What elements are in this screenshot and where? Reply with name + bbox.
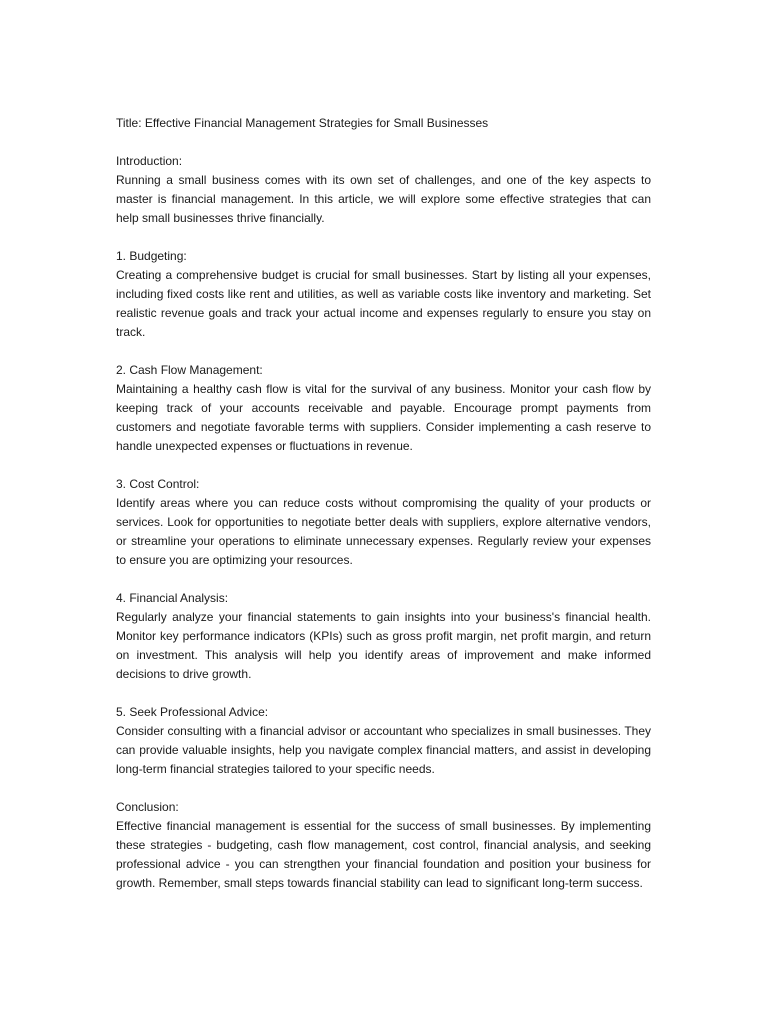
section-financial-analysis (116, 589, 651, 684)
section-body: Effective financial management is essential for the success of small businesses. By implementing these strategies - budgeting, cash flow management, cost control, financial analysis, and seeking professional advice - you can strengthen your financial foundation and position your business for growth. Remember, small steps towards financial stability can lead to significant long-term success. (116, 819, 651, 890)
section-body: Identify areas where you can reduce costs without compromising the quality of your products or services. Look for opportunities to negotiate better deals with suppliers, explore alternative vendors, or streamline your operations to eliminate unnecessary expenses. Regularly review your expenses to ensure you are optimizing your resources. (116, 496, 651, 567)
section-body: Maintaining a healthy cash flow is vital for the survival of any business. Monitor your cash flow by keeping track of your accounts receivable and payable. Encourage prompt payments from customers and negotiate favorable terms with suppliers. Consider implementing a cash reserve to handle unexpected expenses or fluctuations in revenue. (116, 382, 651, 453)
section-heading: 5. Seek Professional Advice: (116, 705, 269, 719)
section-heading: Conclusion: (116, 800, 179, 814)
section-heading: 2. Cash Flow Management: (116, 363, 263, 377)
section-budgeting (116, 247, 651, 342)
section-heading: Introduction: (116, 154, 183, 168)
section-heading: 4. Financial Analysis: (116, 591, 229, 605)
section-body: Running a small business comes with its own set of challenges, and one of the key aspects to master is financial management. In this article, we will explore some effective strategies that can help small businesses thrive financially. (116, 173, 651, 225)
document-page (116, 114, 651, 912)
section-conclusion (116, 798, 651, 893)
section-heading: 3. Cost Control: (116, 477, 200, 491)
section-body: Consider consulting with a financial advisor or accountant who specializes in small businesses. They can provide valuable insights, help you navigate complex financial matters, and assist in developing long-term financial strategies tailored to your specific needs. (116, 724, 651, 776)
section-cash-flow-management (116, 361, 651, 456)
section-seek-professional-advice (116, 703, 651, 779)
section-body: Regularly analyze your financial statements to gain insights into your business's financial health. Monitor key performance indicators (KPIs) such as gross profit margin, net profit margin, and return on investment. This analysis will help you identify areas of improvement and make informed decisions to drive growth. (116, 610, 651, 681)
section-body: Creating a comprehensive budget is crucial for small businesses. Start by listing all your expenses, including fixed costs like rent and utilities, as well as variable costs like inventory and marketing. Set realistic revenue goals and track your actual income and expenses regularly to ensure you stay on track. (116, 268, 651, 339)
section-cost-control (116, 475, 651, 570)
section-heading: 1. Budgeting: (116, 249, 187, 263)
document-title: Title: Effective Financial Management Strategies for Small Businesses (116, 116, 489, 130)
section-introduction (116, 152, 651, 228)
